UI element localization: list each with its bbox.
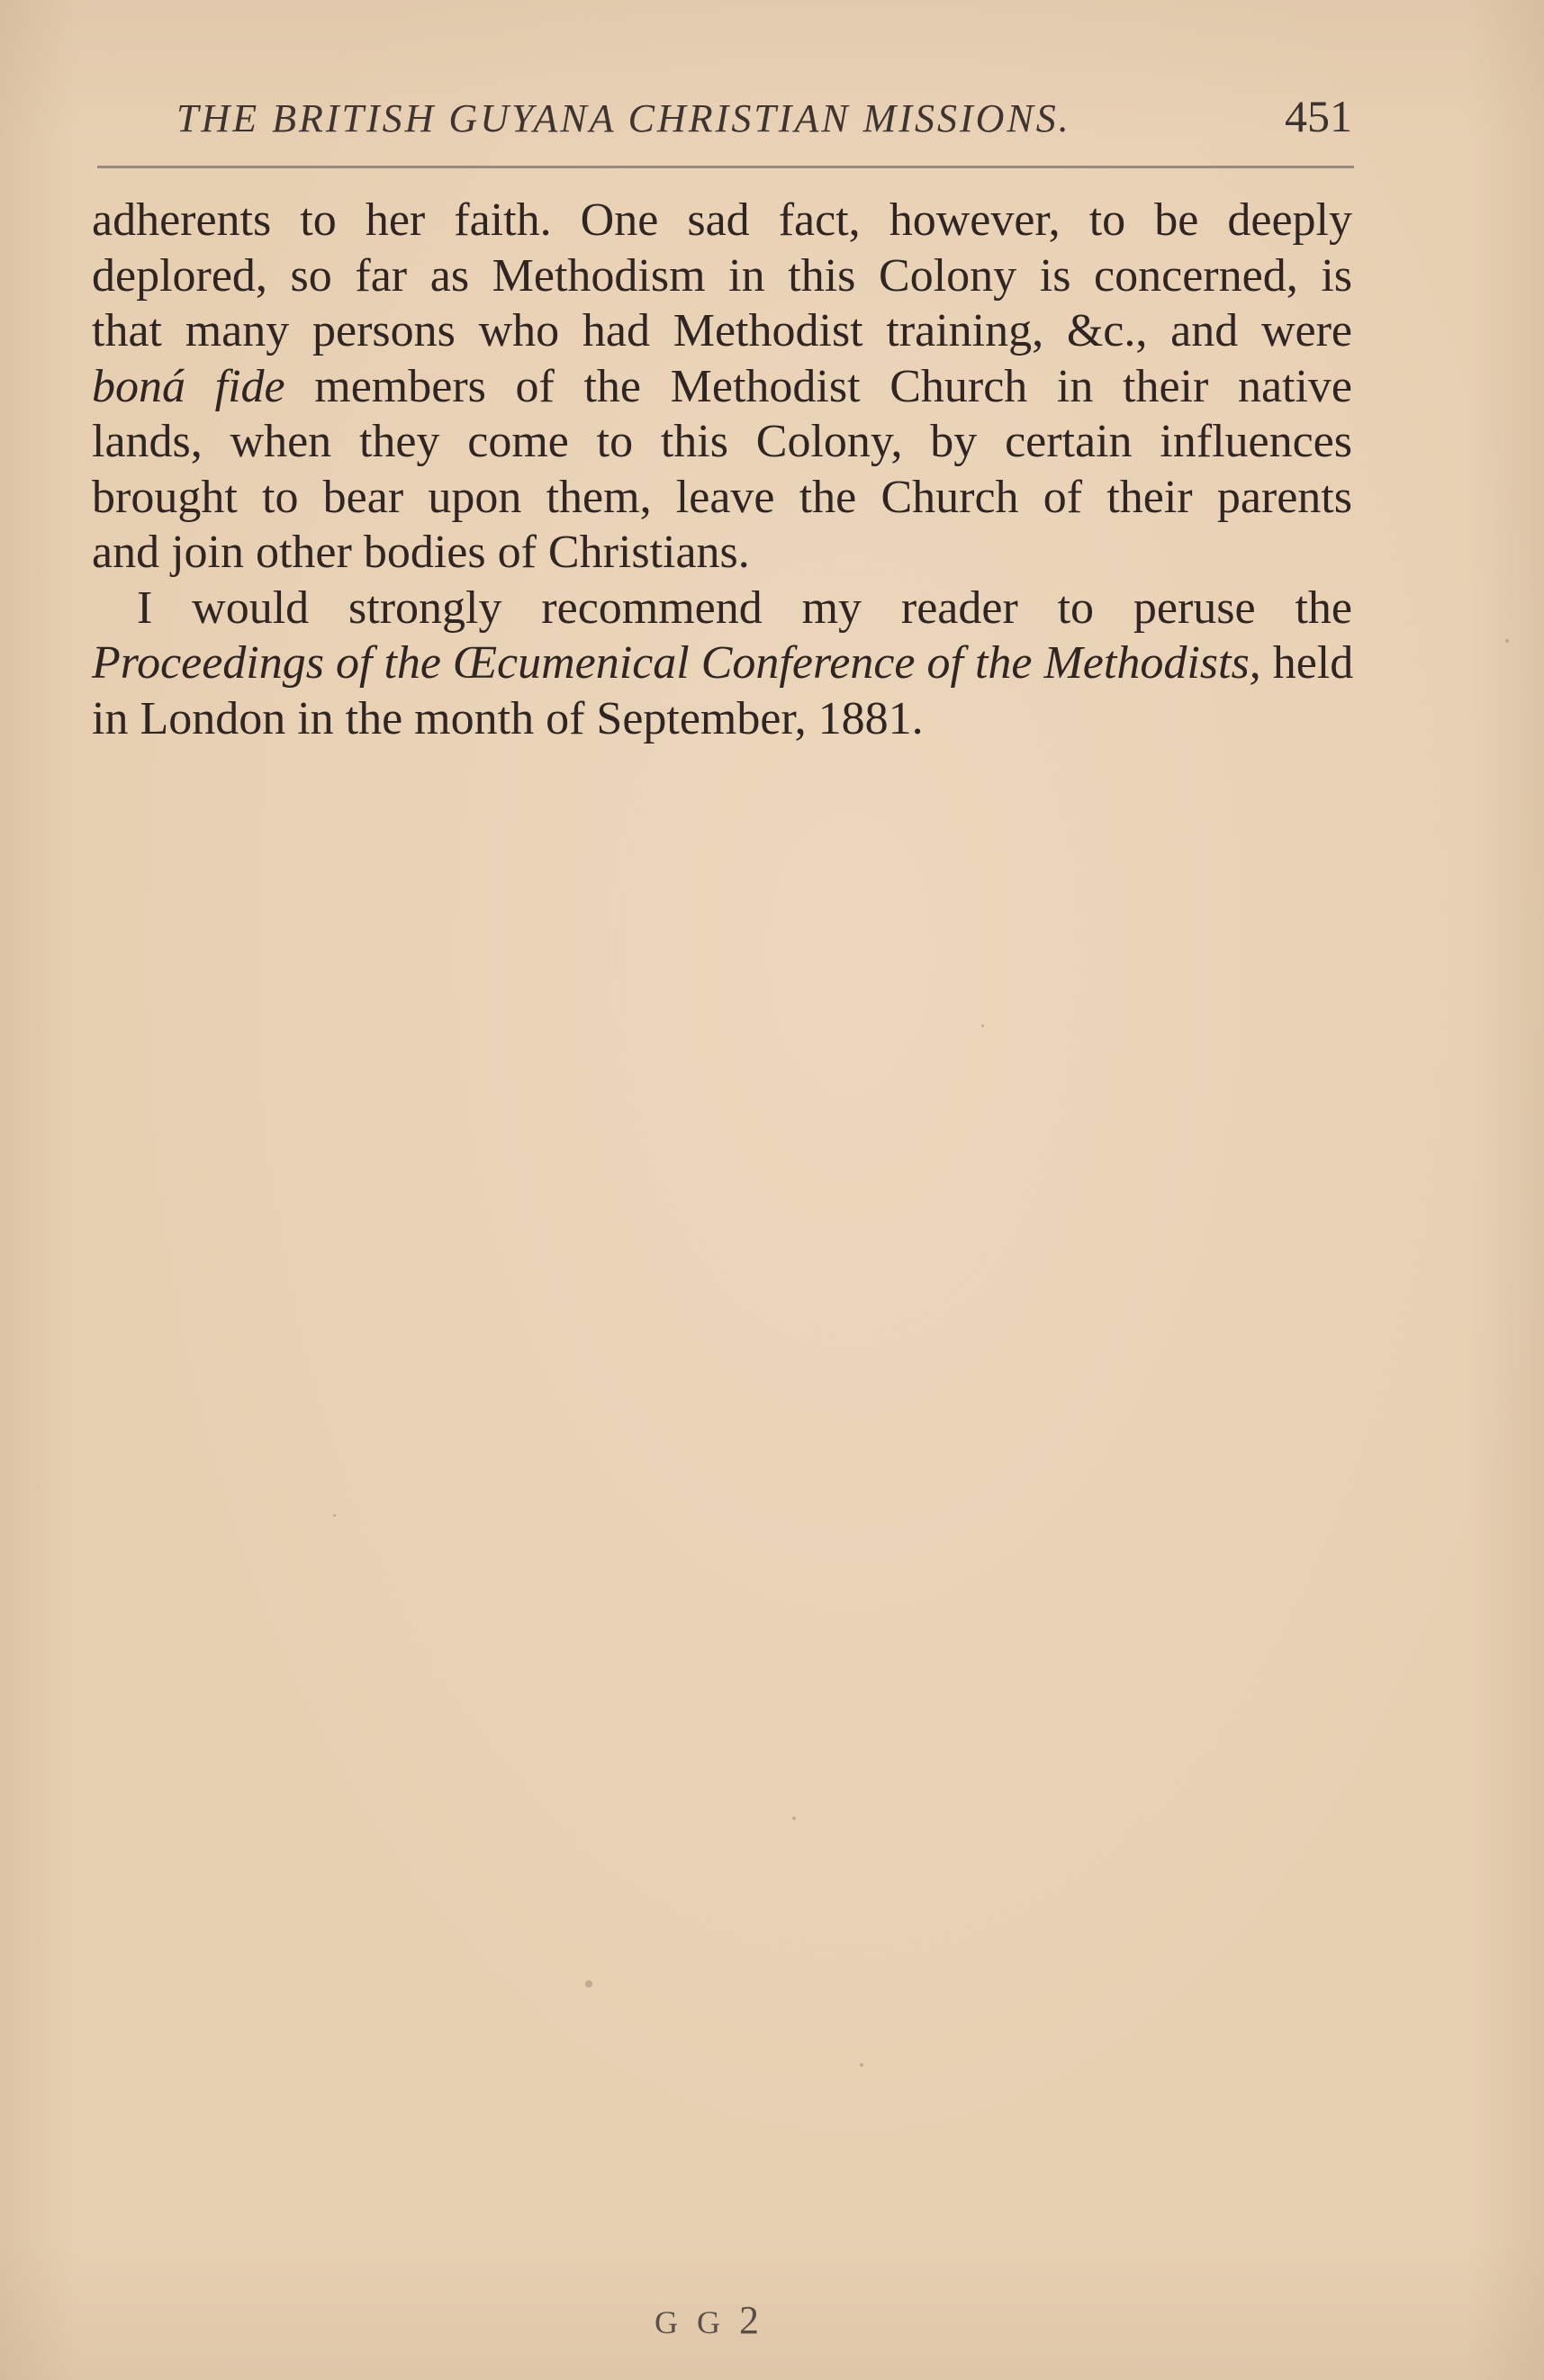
- text-line: [92, 359, 1352, 415]
- signature-mark: [655, 2297, 759, 2343]
- text-line: I would strongly recommend my reader to peruse the: [137, 581, 1352, 634]
- text-line: brought to bear upon them, leave the Church of their parents: [92, 471, 1352, 523]
- signature-letters: G G: [655, 2304, 726, 2340]
- text-line: deplored, so far as Methodism in this Colony is concerned, is: [92, 249, 1352, 302]
- text-line: [92, 636, 1352, 691]
- running-header: [92, 86, 1352, 149]
- paper-speck: [333, 1514, 336, 1517]
- text-line-rest: held: [1260, 637, 1354, 689]
- signature-number: 2: [739, 2298, 759, 2342]
- page-number: 451: [1285, 91, 1352, 141]
- text-line: that many persons who had Methodist training, &c., and were: [92, 305, 1352, 356]
- paper-speck: [585, 1980, 592, 1988]
- paper-speck: [981, 1024, 984, 1027]
- text-line: in London in the month of September, 1881.: [92, 692, 924, 744]
- text-line-rest: members of the Methodist Church in their native: [284, 360, 1352, 412]
- text-line: adherents to her faith. One sad fact, however, to be deeply: [92, 194, 1352, 246]
- header-rule: [97, 166, 1354, 168]
- paper-speck: [792, 1817, 796, 1820]
- text-line: lands, when they come to this Colony, by certain influences: [92, 416, 1352, 467]
- text-line: and join other bodies of Christians.: [92, 527, 750, 578]
- italic-title: Proceedings of the Œcumenical Conference of the Methodists,: [92, 637, 1261, 689]
- running-title: THE BRITISH GUYANA CHRISTIAN MISSIONS.: [176, 96, 1071, 140]
- italic-phrase: boná fide: [92, 360, 285, 412]
- paper-speck: [860, 2063, 863, 2067]
- body-text: [92, 193, 1352, 746]
- paper-speck: [1505, 639, 1509, 643]
